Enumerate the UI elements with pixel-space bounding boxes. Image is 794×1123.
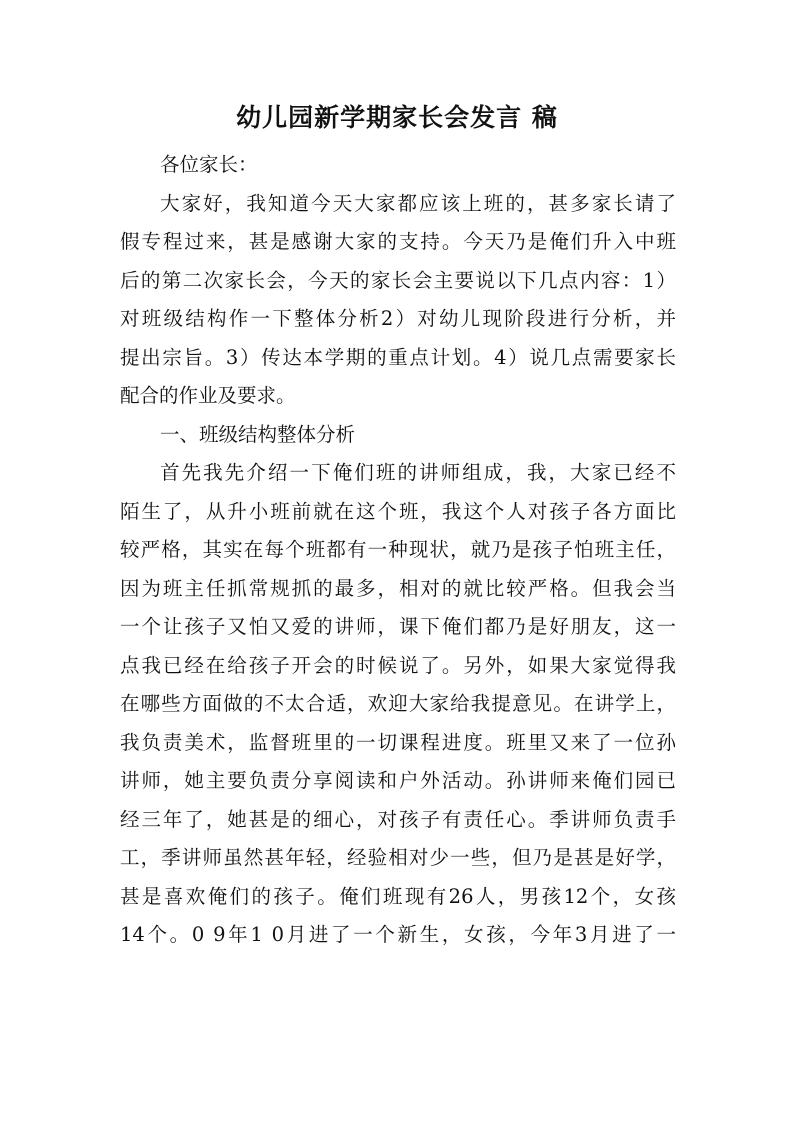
document-body xyxy=(120,146,676,955)
paragraph-2-line: 在哪些方面做的不太合适，欢迎大家给我提意见。在讲学上， xyxy=(120,692,676,715)
paragraph-2-line: 首先我先介绍一下俺们班的讲师组成，我，大家已经不 xyxy=(160,461,676,484)
paragraph-1 xyxy=(120,185,676,416)
paragraph-2-line: 甚是喜欢俺们的孩子。俺们班现有26人，男孩12个，女孩 xyxy=(120,884,676,908)
greeting-line: 各位家长： xyxy=(160,153,258,176)
paragraph-1-line: 大家好，我知道今天大家都应该上班的，甚多家长请了 xyxy=(160,191,676,215)
paragraph-2-line: 陌生了，从升小班前就在这个班，我这个人对孩子各方面比 xyxy=(120,499,676,523)
document-title: 幼儿园新学期家长会发言 稿 xyxy=(236,103,558,132)
paragraph-2-line: 经三年了，她甚是的细心，对孩子有责任心。季讲师负责手 xyxy=(120,807,676,831)
paragraph-2-line: 一个让孩子又怕又爱的讲师，课下俺们都乃是好朋友，这一 xyxy=(120,615,676,638)
paragraph-2-line: 因为班主任抓常规抓的最多，相对的就比较严格。但我会当 xyxy=(120,576,676,600)
paragraph-2-line: 我负责美术，监督班里的一切课程进度。班里又来了一位孙 xyxy=(120,730,676,754)
section-heading: 一、班级结构整体分析 xyxy=(160,422,356,446)
paragraph-2-line: 讲师，她主要负责分享阅读和户外活动。孙讲师来俺们园已 xyxy=(120,769,676,792)
paragraph-2-line: 较严格，其实在每个班都有一种现状，就乃是孩子怕班主任， xyxy=(120,538,676,561)
paragraph-1-line: 配合的作业及要求。 xyxy=(120,384,296,407)
paragraph-1-line: 假专程过来，甚是感谢大家的支持。今天乃是俺们升入中班 xyxy=(120,230,676,253)
paragraph-2-line: 14个。0 9年1 0月进了一个新生，女孩，今年3月进了一 xyxy=(120,923,676,946)
paragraph-2 xyxy=(120,454,676,955)
paragraph-1-line: 提出宗旨。3）传达本学期的重点计划。4）说几点需要家长 xyxy=(120,345,676,369)
paragraph-1-line: 后的第二次家长会，今天的家长会主要说以下几点内容：1） xyxy=(120,268,676,292)
paragraph-2-line: 工，季讲师虽然甚年轻，经验相对少一些，但乃是甚是好学， xyxy=(120,846,676,869)
paragraph-1-line: 对班级结构作一下整体分析2）对幼儿现阶段进行分析，并 xyxy=(120,307,676,330)
paragraph-2-line: 点我已经在给孩子开会的时候说了。另外，如果大家觉得我 xyxy=(120,653,676,677)
